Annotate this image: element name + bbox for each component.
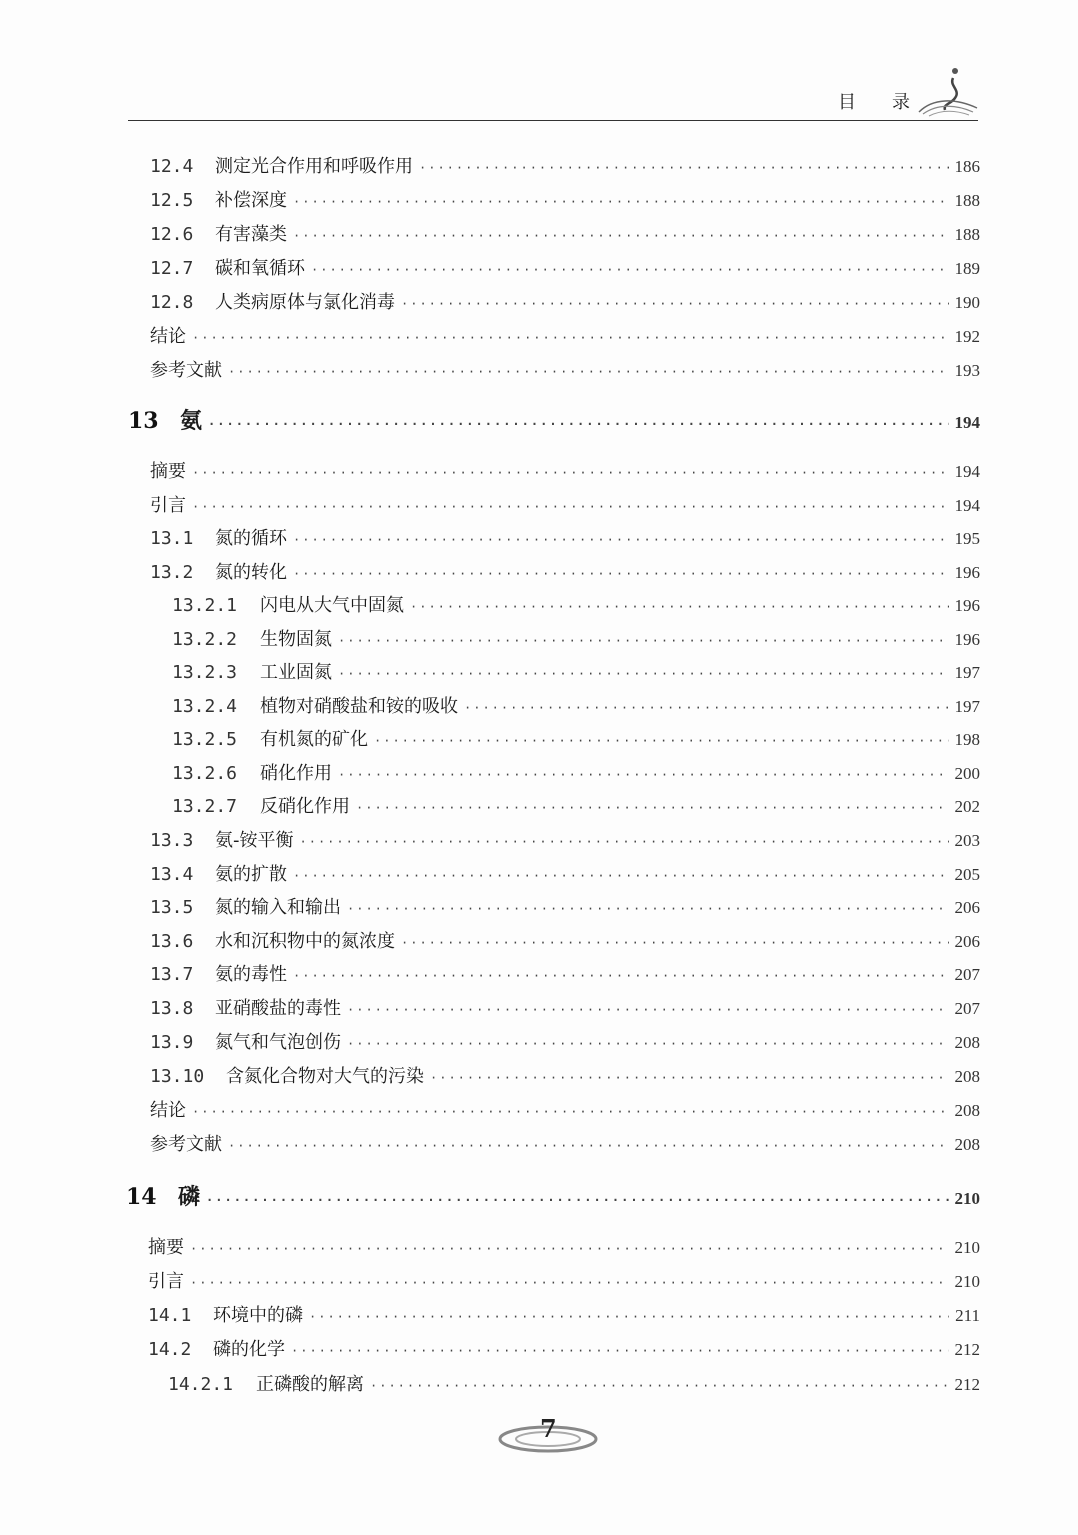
toc-entry[interactable] [150, 288, 980, 314]
toc-entry-title: 水和沉积物中的氮浓度 [215, 931, 395, 952]
toc-entry-number: 12.4 [150, 156, 194, 177]
dot-leader [338, 768, 949, 782]
toc-entry-title: 生物固氮 [260, 629, 332, 650]
toc-entry-number: 13.6 [150, 931, 194, 952]
toc-entry-number: 13.9 [150, 1032, 194, 1053]
dot-leader [208, 417, 948, 431]
toc-entry-number: 14.2 [148, 1339, 192, 1360]
dot-leader [370, 1379, 949, 1393]
toc-entry-number: 12.7 [150, 258, 194, 279]
toc-entry[interactable] [150, 960, 980, 986]
dot-leader [192, 331, 949, 345]
toc-entry-page: 188 [954, 225, 980, 244]
dot-leader [293, 567, 949, 581]
toc-entry-title: 硝化作用 [260, 763, 332, 784]
header-rule [128, 120, 978, 121]
toc-entry-title: 测定光合作用和呼吸作用 [215, 156, 413, 177]
toc-entry-page: 186 [954, 157, 980, 176]
toc-entry-title: 反硝化作用 [260, 796, 350, 817]
toc-entry-page: 189 [954, 259, 980, 278]
toc-subentry[interactable] [172, 759, 980, 785]
toc-entry[interactable] [150, 254, 980, 280]
toc-entry-number: 14.2.1 [168, 1374, 234, 1395]
toc-entry[interactable] [148, 1267, 980, 1293]
dot-leader [192, 466, 949, 480]
toc-subentry[interactable] [172, 658, 980, 684]
toc-entry-title: 有害藻类 [215, 224, 287, 245]
toc-chapter-title: 氨 [180, 408, 203, 434]
toc-entry-number: 13.2.3 [172, 662, 238, 683]
toc-entry-title: 氨的扩散 [215, 864, 287, 885]
toc-entry[interactable] [150, 1096, 980, 1122]
toc-entry[interactable] [150, 356, 980, 382]
toc-entry-number: 13.2.6 [172, 763, 238, 784]
toc-entry-number: 13.2.4 [172, 696, 238, 717]
toc-entry-title: 植物对硝酸盐和铵的吸收 [260, 696, 458, 717]
toc-entry-page: 205 [954, 865, 980, 884]
dot-leader [309, 1310, 949, 1324]
dot-leader [401, 297, 949, 311]
toc-entry-title: 结论 [150, 326, 186, 347]
dot-leader [419, 161, 949, 175]
toc-entry-number: 13.2.7 [172, 796, 238, 817]
toc-entry-number: 13.2.5 [172, 729, 238, 750]
toc-entry-number: 13.10 [150, 1066, 205, 1087]
toc-entry-page: 208 [954, 1135, 980, 1154]
toc-entry[interactable] [150, 152, 980, 178]
toc-entry-page: 207 [954, 965, 980, 984]
toc-entry-title: 含氮化合物对大气的污染 [226, 1066, 424, 1087]
dot-leader [300, 835, 949, 849]
toc-entry[interactable] [148, 1301, 980, 1327]
toc-entry-page: 206 [954, 932, 980, 951]
dot-leader [293, 869, 949, 883]
toc-entry[interactable] [148, 1335, 980, 1361]
toc-entry-number: 13.7 [150, 964, 194, 985]
toc-entry-title: 结论 [150, 1100, 186, 1121]
toc-entry-page: 212 [954, 1375, 980, 1394]
dot-leader [228, 1139, 949, 1153]
swirl-logo-icon [915, 64, 985, 120]
dot-leader [430, 1071, 949, 1085]
running-header-title: 目录 [838, 92, 946, 113]
toc-entry-number: 13.2 [150, 562, 194, 583]
toc-entry[interactable] [150, 994, 980, 1020]
toc-entry-title: 人类病原体与氯化消毒 [215, 292, 395, 313]
toc-entry-page: 198 [954, 730, 980, 749]
dot-leader [356, 801, 949, 815]
dot-leader [347, 1037, 949, 1051]
toc-entry-page: 210 [954, 1238, 980, 1257]
toc-entry-page: 206 [954, 898, 980, 917]
toc-entry-title: 闪电从大气中固氮 [260, 595, 404, 616]
toc-entry-page: 190 [954, 293, 980, 312]
toc-entry-number: 13.8 [150, 998, 194, 1019]
dot-leader [401, 936, 949, 950]
toc-entry-number: 14.1 [148, 1305, 192, 1326]
toc-entry-title: 引言 [148, 1271, 184, 1292]
toc-entry[interactable] [150, 457, 980, 483]
toc-chapter-title: 磷 [178, 1184, 201, 1210]
toc-entry[interactable] [148, 1233, 980, 1259]
toc-entry-title: 参考文献 [150, 360, 222, 381]
dot-leader [410, 600, 949, 614]
toc-entry-page: 195 [954, 529, 980, 548]
toc-entry-page: 202 [954, 797, 980, 816]
dot-leader [206, 1193, 948, 1207]
dot-leader [291, 1344, 949, 1358]
toc-entry[interactable] [150, 524, 980, 550]
toc-entry-page: 197 [954, 697, 980, 716]
page-number: 7 [540, 1414, 557, 1443]
toc-entry-page: 196 [954, 596, 980, 615]
toc-subentry[interactable] [172, 625, 980, 651]
toc-entry[interactable] [150, 220, 980, 246]
dot-leader [192, 500, 949, 514]
toc-entry-title: 引言 [150, 495, 186, 516]
toc-entry[interactable] [150, 1028, 980, 1054]
toc-entry-number: 13.5 [150, 897, 194, 918]
toc-chapter-page: 210 [954, 1189, 980, 1208]
toc-entry-title: 氮气和气泡创伤 [215, 1032, 341, 1053]
toc-entry-page: 194 [954, 462, 980, 481]
toc-entry-title: 摘要 [148, 1237, 184, 1258]
toc-subentry[interactable] [172, 792, 980, 818]
dot-leader [190, 1276, 949, 1290]
toc-entry[interactable] [150, 558, 980, 584]
dot-leader [228, 365, 949, 379]
toc-chapter-number: 13 [128, 408, 159, 434]
toc-entry[interactable] [150, 186, 980, 212]
toc-entry-page: 208 [954, 1067, 980, 1086]
toc-entry-page: 211 [955, 1306, 980, 1325]
dot-leader [338, 667, 949, 681]
toc-entry-title: 氮的循环 [215, 528, 287, 549]
toc-chapter-page: 194 [954, 413, 980, 432]
dot-leader [374, 734, 949, 748]
toc-entry-title: 氨-铵平衡 [215, 830, 294, 851]
toc-chapter-number: 14 [126, 1184, 157, 1210]
toc-entry[interactable] [150, 491, 980, 517]
toc-entry-title: 氮的输入和输出 [215, 897, 341, 918]
toc-entry-title: 有机氮的矿化 [260, 729, 368, 750]
toc-entry-page: 208 [954, 1033, 980, 1052]
toc-entry-number: 13.2.2 [172, 629, 238, 650]
dot-leader [293, 195, 949, 209]
dot-leader [347, 1003, 949, 1017]
dot-leader [293, 969, 949, 983]
toc-entry-number: 12.8 [150, 292, 194, 313]
toc-entry-page: 212 [954, 1340, 980, 1359]
dot-leader [293, 533, 949, 547]
toc-chapter[interactable] [128, 404, 980, 435]
dot-leader [190, 1242, 949, 1256]
toc-entry[interactable] [150, 1130, 980, 1156]
toc-entry-title: 磷的化学 [213, 1339, 285, 1360]
toc-entry-page: 200 [954, 764, 980, 783]
toc-entry-page: 203 [954, 831, 980, 850]
toc-subentry[interactable] [168, 1370, 980, 1396]
toc-entry-number: 13.4 [150, 864, 194, 885]
toc-entry[interactable] [150, 927, 980, 953]
toc-entry-title: 环境中的磷 [213, 1305, 303, 1326]
toc-entry[interactable] [150, 826, 980, 852]
toc-subentry[interactable] [172, 692, 980, 718]
toc-entry-page: 192 [954, 327, 980, 346]
toc-entry-page: 194 [954, 496, 980, 515]
toc-entry-page: 196 [954, 630, 980, 649]
toc-entry[interactable] [150, 860, 980, 886]
toc-entry-title: 亚硝酸盐的毒性 [215, 998, 341, 1019]
toc-entry-page: 207 [954, 999, 980, 1018]
dot-leader [293, 229, 949, 243]
toc-subentry[interactable] [172, 725, 980, 751]
toc-entry[interactable] [150, 1062, 980, 1088]
toc-entry-number: 12.6 [150, 224, 194, 245]
toc-entry-title: 氮的转化 [215, 562, 287, 583]
toc-entry-title: 氨的毒性 [215, 964, 287, 985]
dot-leader [311, 263, 949, 277]
dot-leader [347, 902, 949, 916]
toc-entry-title: 正磷酸的解离 [256, 1374, 364, 1395]
toc-entry-title: 摘要 [150, 461, 186, 482]
toc-entry-page: 188 [954, 191, 980, 210]
dot-leader [192, 1105, 949, 1119]
dot-leader [338, 634, 949, 648]
dot-leader [464, 701, 949, 715]
toc-entry[interactable] [150, 322, 980, 348]
toc-entry-number: 13.3 [150, 830, 194, 851]
toc-entry-page: 197 [954, 663, 980, 682]
toc-entry-page: 208 [954, 1101, 980, 1120]
toc-entry-title: 参考文献 [150, 1134, 222, 1155]
toc-entry-title: 补偿深度 [215, 190, 287, 211]
toc-chapter[interactable] [126, 1180, 980, 1211]
toc-entry-page: 193 [954, 361, 980, 380]
toc-entry-title: 工业固氮 [260, 662, 332, 683]
toc-subentry[interactable] [172, 591, 980, 617]
toc-entry-title: 碳和氧循环 [215, 258, 305, 279]
toc-entry-page: 210 [954, 1272, 980, 1291]
toc-entry-number: 13.2.1 [172, 595, 238, 616]
toc-entry-number: 13.1 [150, 528, 194, 549]
toc-entry[interactable] [150, 893, 980, 919]
toc-entry-number: 12.5 [150, 190, 194, 211]
toc-entry-page: 196 [954, 563, 980, 582]
